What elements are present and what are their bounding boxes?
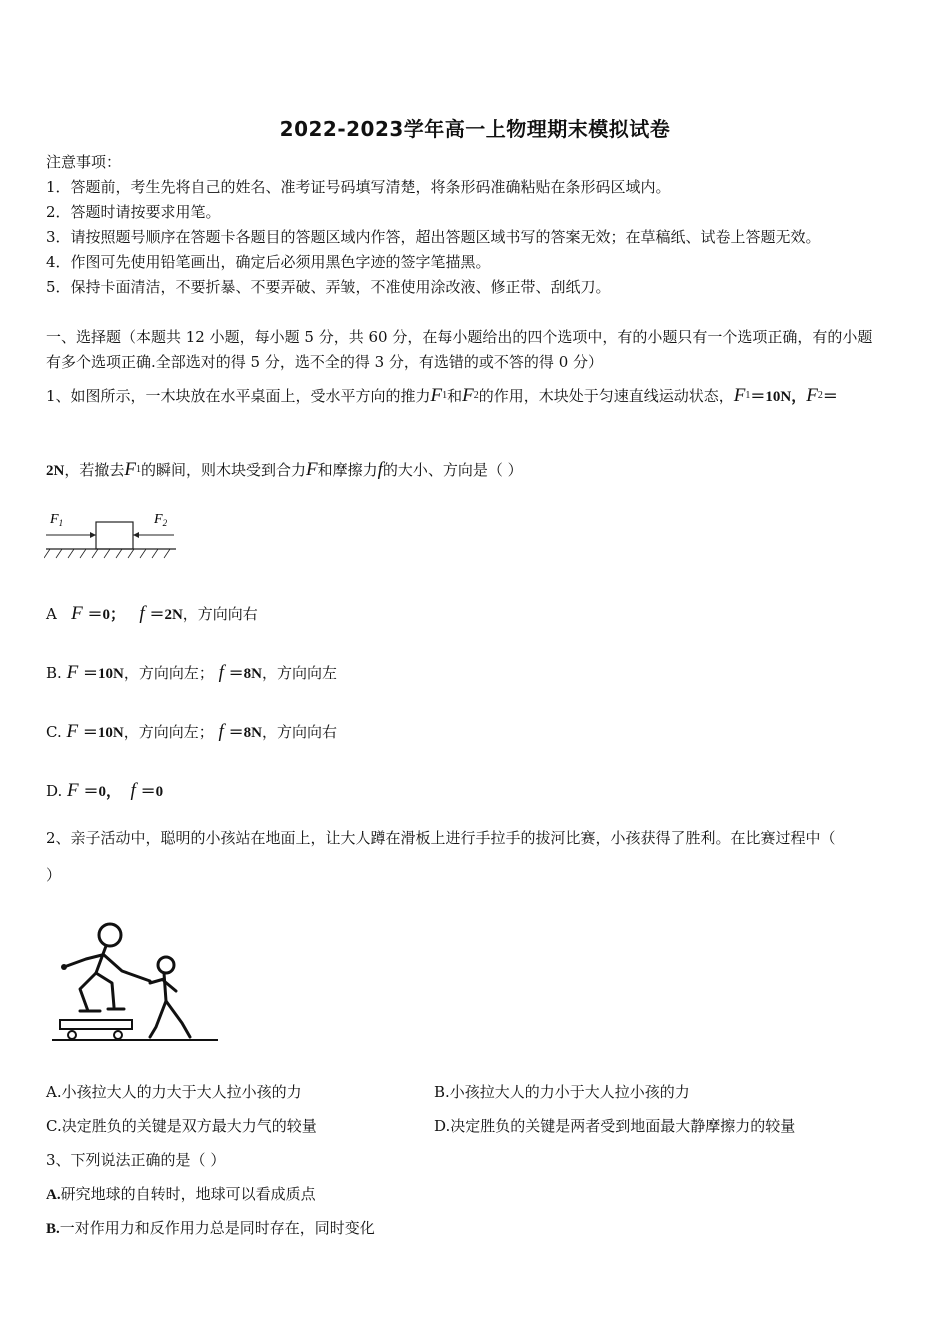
q1-text-c: ，若撤去 bbox=[64, 461, 125, 479]
q2-option-B: B.小孩拉大人的力小于大人拉小孩的力 bbox=[434, 1083, 690, 1101]
q1-text-e: 和摩擦力 bbox=[317, 461, 378, 479]
adult-leg-front bbox=[96, 973, 114, 1007]
q2-stem-line2: ） bbox=[46, 866, 62, 884]
option-letter: B. bbox=[46, 1221, 60, 1237]
child-arm bbox=[150, 979, 164, 983]
q1-text-a: 1、如图所示，一木块放在水平桌面上，受水平方向的推力 bbox=[46, 387, 431, 405]
symbol-F2: F2 bbox=[462, 385, 479, 406]
option-B-F-value: ＝10N bbox=[82, 666, 124, 682]
child-torso bbox=[164, 973, 166, 1001]
notice-item-3: 3．请按照题号顺序在答题卡各题目的答题区域内作答，超出答题区域书写的答案无效；在草稿纸、试卷上答题无效。 bbox=[46, 228, 821, 246]
q3-option-B bbox=[46, 1218, 375, 1239]
symbol-F: F bbox=[66, 721, 79, 742]
q1-F2-value: 2N bbox=[46, 463, 65, 479]
symbol-f: f bbox=[130, 780, 136, 801]
adult-leg-back bbox=[80, 973, 96, 1011]
option-B-F-direction: ，方向向左； bbox=[123, 664, 214, 682]
F2-arrow-head bbox=[133, 532, 139, 538]
q2-stem-line1: 2、亲子活动中，聪明的小孩站在地面上，让大人蹲在滑板上进行手拉手的拔河比赛，小孩获得了胜利。在比赛过程中（ bbox=[46, 829, 836, 847]
adult-arm-front bbox=[104, 955, 150, 981]
symbol-F: F bbox=[71, 603, 83, 624]
q3-option-A bbox=[46, 1184, 316, 1205]
label-F1: $F_1$ bbox=[50, 512, 64, 528]
q2-option-A: A.小孩拉大人的力大于大人拉小孩的力 bbox=[46, 1083, 302, 1101]
option-A-f-value: ＝2N bbox=[149, 607, 183, 623]
q1-option-D bbox=[46, 781, 163, 802]
section-instructions-line1: 一、选择题（本题共 12 小题，每小题 5 分，共 60 分，在每小题给出的四个选项中，有的小题只有一个选项正确，有的小题 bbox=[46, 328, 873, 346]
option-B-f-value: ＝8N bbox=[228, 666, 263, 682]
symbol-F: F bbox=[67, 780, 79, 801]
option-C-F-value: ＝10N bbox=[82, 725, 124, 741]
notice-item-1: 1．答题前，考生先将自己的姓名、准考证号码填写清楚，将条形码准确粘贴在条形码区域内。 bbox=[46, 178, 671, 196]
child-leg-front bbox=[166, 1001, 190, 1037]
symbol-f-friction: f bbox=[377, 459, 383, 480]
option-B-direction: ，方向向左 bbox=[262, 664, 338, 682]
section-instructions-line2: 有多个选项正确.全部选对的得 5 分，选不全的得 3 分，有选错的或不答的得 0 分） bbox=[46, 353, 604, 371]
symbol-F2-eq: F2 bbox=[806, 385, 823, 406]
q2-option-C: C.决定胜负的关键是双方最大力气的较量 bbox=[46, 1117, 317, 1135]
q2-tug-of-war-figure bbox=[50, 915, 220, 1047]
q2-option-D: D.决定胜负的关键是两者受到地面最大静摩擦力的较量 bbox=[434, 1117, 796, 1135]
notice-heading: 注意事项： bbox=[46, 153, 122, 171]
symbol-f: f bbox=[218, 662, 224, 683]
option-letter: C. bbox=[46, 723, 62, 741]
notice-item-2: 2．答题时请按要求用笔。 bbox=[46, 203, 221, 221]
q1-F2-eq: ＝ bbox=[822, 389, 838, 405]
notice-item-4: 4．作图可先使用铅笔画出，确定后必须用黑色字迹的签字笔描黑。 bbox=[46, 253, 491, 271]
symbol-F1-removed: F1 bbox=[124, 459, 141, 480]
adult-hand bbox=[61, 964, 67, 970]
q1-option-A bbox=[46, 604, 258, 625]
q3-option-A-text: 研究地球的自转时，地球可以看成质点 bbox=[60, 1185, 316, 1203]
option-A-F-value: ＝0； bbox=[87, 607, 126, 623]
adult-head bbox=[99, 924, 121, 946]
skateboard-wheel bbox=[114, 1031, 122, 1039]
q1-option-C bbox=[46, 722, 337, 743]
q1-block-figure bbox=[44, 508, 184, 566]
symbol-f: f bbox=[218, 721, 224, 742]
q1-text-b: 的作用，木块处于匀速直线运动状态， bbox=[478, 387, 734, 405]
q1-stem-line2 bbox=[46, 460, 523, 483]
q1-text-d: 的瞬间，则木块受到合力 bbox=[140, 461, 306, 479]
option-C-F-direction: ，方向向左； bbox=[123, 723, 214, 741]
symbol-F1: F1 bbox=[430, 385, 448, 406]
ground-hatching bbox=[44, 549, 170, 558]
option-letter: A. bbox=[46, 1187, 61, 1203]
option-C-direction: ，方向向右 bbox=[261, 723, 337, 741]
label-F2: $F_2$ bbox=[154, 512, 168, 528]
option-D-f-value: ＝0 bbox=[140, 784, 164, 800]
F1-arrow-head bbox=[90, 532, 96, 538]
q3-option-B-text: 一对作用力和反作用力总是同时存在，同时变化 bbox=[59, 1219, 375, 1237]
q1-F1-value: ＝10N， bbox=[750, 389, 807, 405]
symbol-f: f bbox=[139, 603, 145, 624]
exam-title: 2022-2023学年高一上物理期末模拟试卷 bbox=[279, 117, 671, 141]
option-C-f-value: ＝8N bbox=[228, 725, 262, 741]
q1-option-B bbox=[46, 663, 337, 684]
option-D-F-value: ＝0， bbox=[83, 784, 121, 800]
child-head bbox=[158, 957, 174, 973]
skateboard-deck bbox=[60, 1020, 132, 1029]
option-letter: A bbox=[46, 605, 57, 623]
skateboard-wheel bbox=[68, 1031, 76, 1039]
q1-stem-line1 bbox=[46, 386, 838, 409]
adult-arm-back bbox=[64, 955, 102, 967]
symbol-F: F bbox=[66, 662, 79, 683]
notice-item-5: 5．保持卡面清洁，不要折暴、不要弄破、弄皱，不准使用涂改液、修正带、刮纸刀。 bbox=[46, 278, 611, 296]
wooden-block bbox=[96, 522, 133, 549]
option-letter: D. bbox=[46, 782, 63, 800]
q3-stem: 3、下列说法正确的是（ ） bbox=[46, 1151, 226, 1169]
adult-torso bbox=[96, 946, 106, 973]
option-letter: B. bbox=[46, 664, 62, 682]
q1-text-f: 的大小、方向是（ ） bbox=[382, 461, 523, 479]
option-A-direction: ，方向向右 bbox=[182, 605, 258, 623]
child-leg-back bbox=[150, 1001, 166, 1037]
symbol-F-net: F bbox=[305, 459, 318, 480]
q1-text-and: 和 bbox=[447, 387, 463, 405]
symbol-F1-eq: F1 bbox=[733, 385, 751, 406]
